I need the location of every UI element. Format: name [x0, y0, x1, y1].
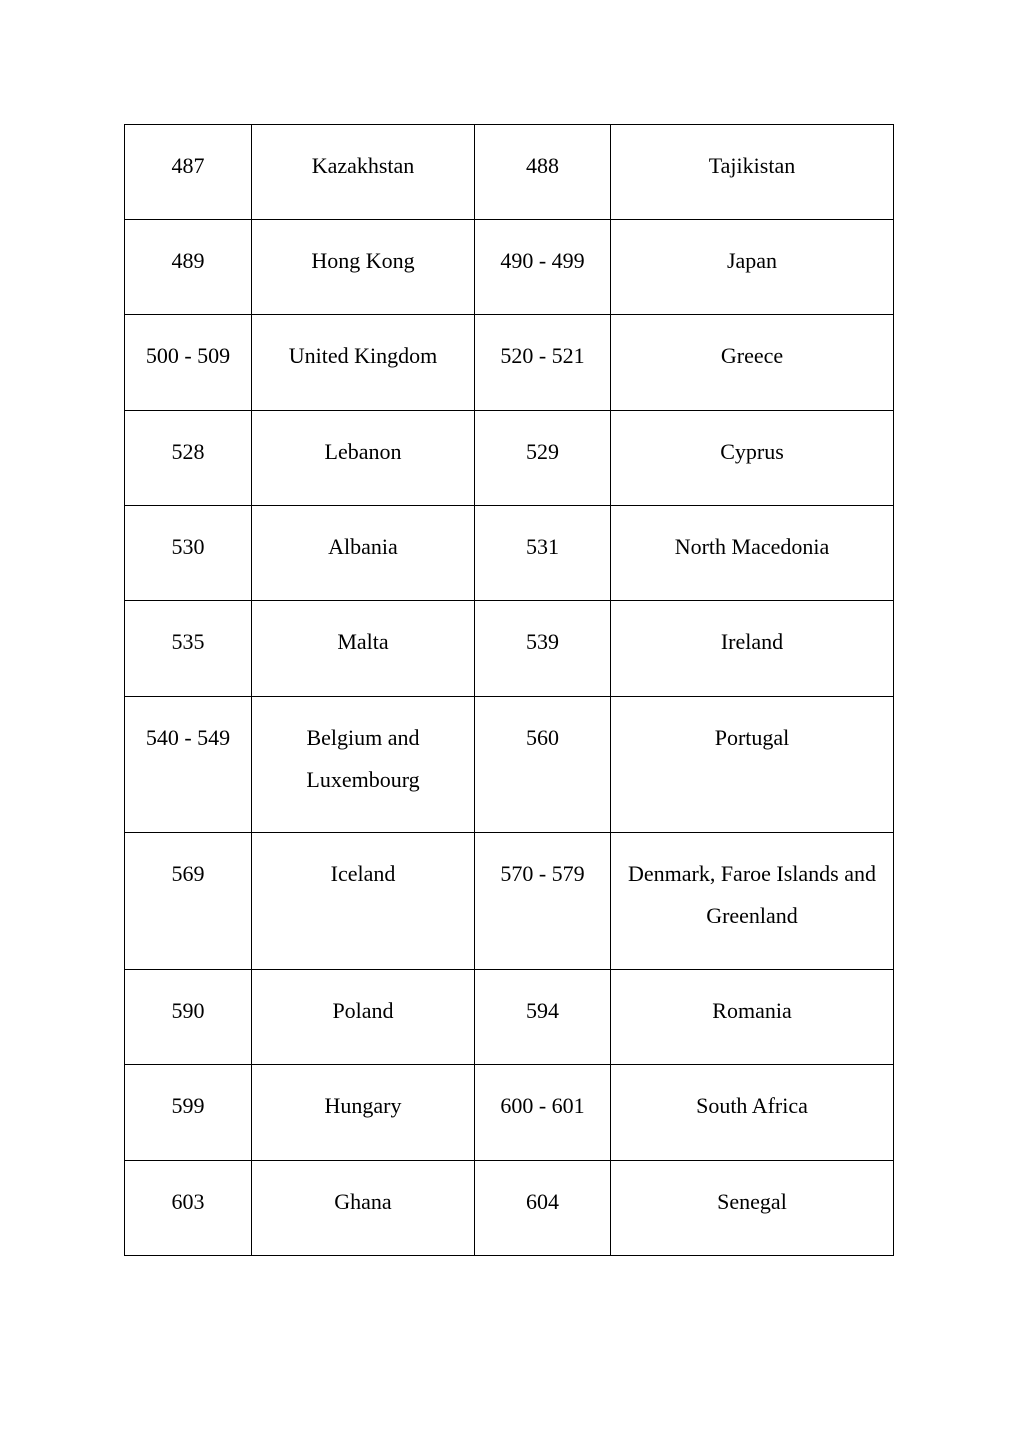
table-row: [125, 601, 894, 697]
code-cell: 520 - 521: [475, 315, 611, 411]
table-row: [125, 1065, 894, 1161]
country-cell: South Africa: [611, 1065, 894, 1161]
code-cell: 540 - 549: [125, 697, 252, 833]
country-cell: Albania: [252, 506, 475, 601]
code-cell: 594: [475, 970, 611, 1065]
code-cell: 530: [125, 506, 252, 601]
country-cell: Portugal: [611, 697, 894, 833]
table-row: [125, 411, 894, 506]
table-row: [125, 970, 894, 1065]
code-cell: 560: [475, 697, 611, 833]
code-cell: 487: [125, 125, 252, 220]
code-cell: 529: [475, 411, 611, 506]
country-code-table: [124, 124, 894, 1256]
country-cell: United Kingdom: [252, 315, 475, 411]
code-cell: 569: [125, 833, 252, 970]
country-cell: Ghana: [252, 1161, 475, 1256]
code-cell: 528: [125, 411, 252, 506]
code-cell: 603: [125, 1161, 252, 1256]
country-cell: Ireland: [611, 601, 894, 697]
country-cell: Cyprus: [611, 411, 894, 506]
country-cell: Senegal: [611, 1161, 894, 1256]
table-row: [125, 833, 894, 970]
code-cell: 600 - 601: [475, 1065, 611, 1161]
code-cell: 488: [475, 125, 611, 220]
code-cell: 500 - 509: [125, 315, 252, 411]
table-row: [125, 506, 894, 601]
country-cell: Denmark, Faroe Islands and Greenland: [611, 833, 894, 970]
country-cell: North Macedonia: [611, 506, 894, 601]
country-cell: Hungary: [252, 1065, 475, 1161]
country-cell: Lebanon: [252, 411, 475, 506]
table-row: [125, 697, 894, 833]
country-cell: Iceland: [252, 833, 475, 970]
code-cell: 539: [475, 601, 611, 697]
country-cell: Japan: [611, 220, 894, 315]
country-cell: Kazakhstan: [252, 125, 475, 220]
table-row: [125, 315, 894, 411]
code-cell: 604: [475, 1161, 611, 1256]
country-cell: Tajikistan: [611, 125, 894, 220]
table-row: [125, 1161, 894, 1256]
code-cell: 531: [475, 506, 611, 601]
table-row: [125, 125, 894, 220]
code-cell: 590: [125, 970, 252, 1065]
country-cell: Poland: [252, 970, 475, 1065]
code-cell: 490 - 499: [475, 220, 611, 315]
country-cell: Belgium and Luxembourg: [252, 697, 475, 833]
country-cell: Romania: [611, 970, 894, 1065]
country-cell: Greece: [611, 315, 894, 411]
table-row: [125, 220, 894, 315]
code-cell: 535: [125, 601, 252, 697]
country-cell: Malta: [252, 601, 475, 697]
country-cell: Hong Kong: [252, 220, 475, 315]
code-cell: 570 - 579: [475, 833, 611, 970]
code-cell: 599: [125, 1065, 252, 1161]
code-cell: 489: [125, 220, 252, 315]
